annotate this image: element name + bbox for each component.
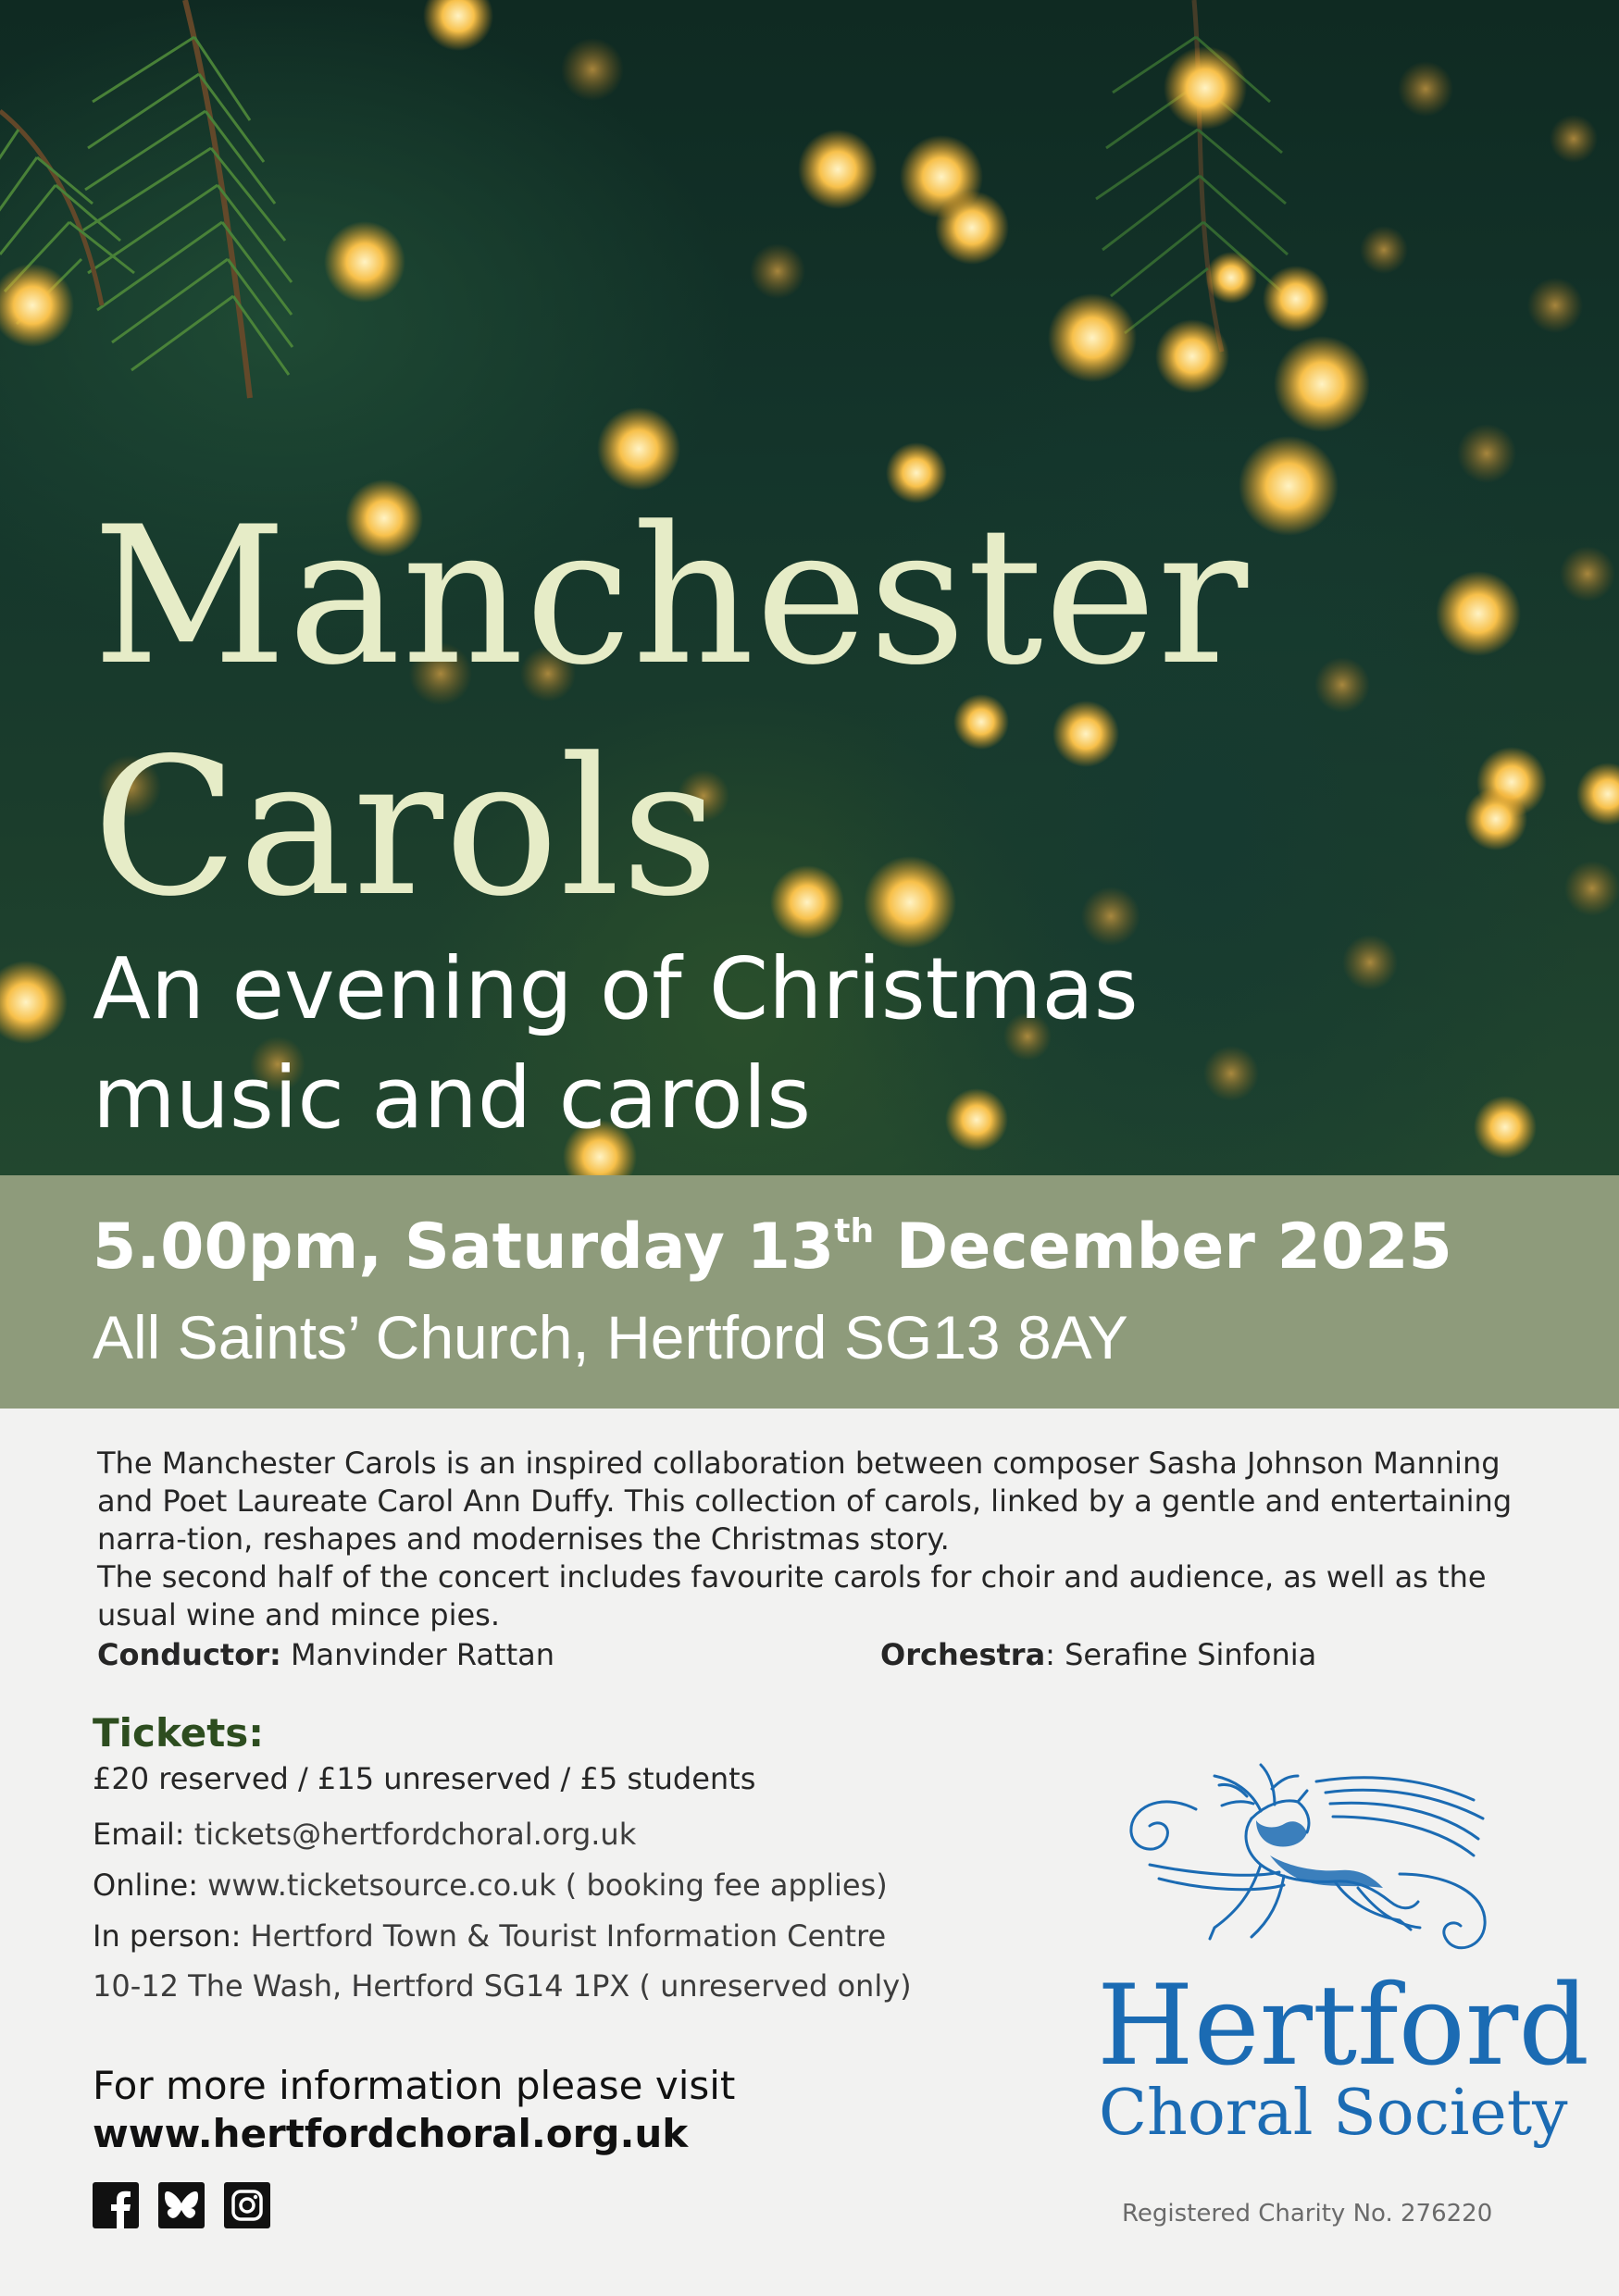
- email-link[interactable]: tickets@hertfordchoral.org.uk: [184, 1817, 637, 1852]
- event-time-day: 5.00pm, Saturday 13: [93, 1210, 835, 1284]
- instagram-icon[interactable]: [224, 2182, 270, 2228]
- orchestra-label: Orchestra: [880, 1637, 1046, 1672]
- hertford-deer-logo-icon: [1122, 1763, 1511, 1967]
- ticket-prices: £20 reserved / £15 unreserved / £5 students: [93, 1761, 756, 1796]
- event-subtitle: [93, 935, 1389, 1153]
- conductor-credit: [97, 1636, 554, 1673]
- in-person-location: Hertford Town & Tourist Information Centre: [241, 1918, 887, 1954]
- website-link[interactable]: www.hertfordchoral.org.uk: [93, 2111, 689, 2156]
- in-person-label: In person:: [93, 1918, 242, 1954]
- description-paragraph-2: The second half of the concert includes favourite carols for choir and audience, as well as the usual wine and mince pies.: [97, 1559, 1487, 1632]
- orchestra-credit: [880, 1636, 1316, 1673]
- online-label: Online:: [93, 1868, 198, 1903]
- subtitle-line-1: An evening of Christmas: [93, 939, 1139, 1038]
- charity-number: Registered Charity No. 276220: [1122, 2200, 1493, 2228]
- day-ordinal-suffix: th: [834, 1212, 875, 1250]
- event-description: [97, 1445, 1541, 1634]
- logo-subname: Choral Society: [1099, 2077, 1568, 2150]
- title-line-2: Carols: [93, 718, 720, 938]
- subtitle-line-2: music and carols: [93, 1049, 812, 1148]
- ticket-email-line: [93, 1814, 636, 1855]
- title-line-1: Manchester: [93, 487, 1250, 707]
- tickets-heading: Tickets:: [93, 1710, 265, 1756]
- email-label: Email:: [93, 1817, 185, 1852]
- facebook-icon[interactable]: [93, 2182, 139, 2228]
- ticket-in-person-line: [93, 1916, 886, 1956]
- social-icons: [93, 2182, 270, 2228]
- event-venue: All Saints’ Church, Hertford SG13 8AY: [93, 1303, 1128, 1371]
- more-info-text: For more information please visit: [93, 2063, 736, 2108]
- conductor-name: Manvinder Rattan: [280, 1637, 554, 1672]
- ticket-address-line: 10-12 The Wash, Hertford SG14 1PX ( unreserved only): [93, 1968, 912, 2004]
- description-paragraph-1: The Manchester Carols is an inspired collaboration between composer Sasha Johnson Manning and Poet Laureate Carol Ann Duffy. This collection of carols, linked by a gentle and entertaining narra-tion, reshapes and modernises the Christmas story.: [97, 1446, 1513, 1557]
- event-title: [93, 481, 1249, 944]
- online-link[interactable]: www.ticketsource.co.uk ( booking fee applies): [198, 1868, 888, 1903]
- event-month-year: December 2025: [874, 1210, 1452, 1284]
- conductor-label: Conductor:: [97, 1637, 281, 1672]
- orchestra-name: : Serafine Sinfonia: [1045, 1637, 1317, 1672]
- bluesky-icon[interactable]: [158, 2182, 205, 2228]
- logo-name: Hertford: [1097, 1962, 1590, 2091]
- more-info: [93, 2062, 735, 2158]
- ticket-online-line: [93, 1865, 888, 1905]
- event-date-time: [93, 1206, 1452, 1289]
